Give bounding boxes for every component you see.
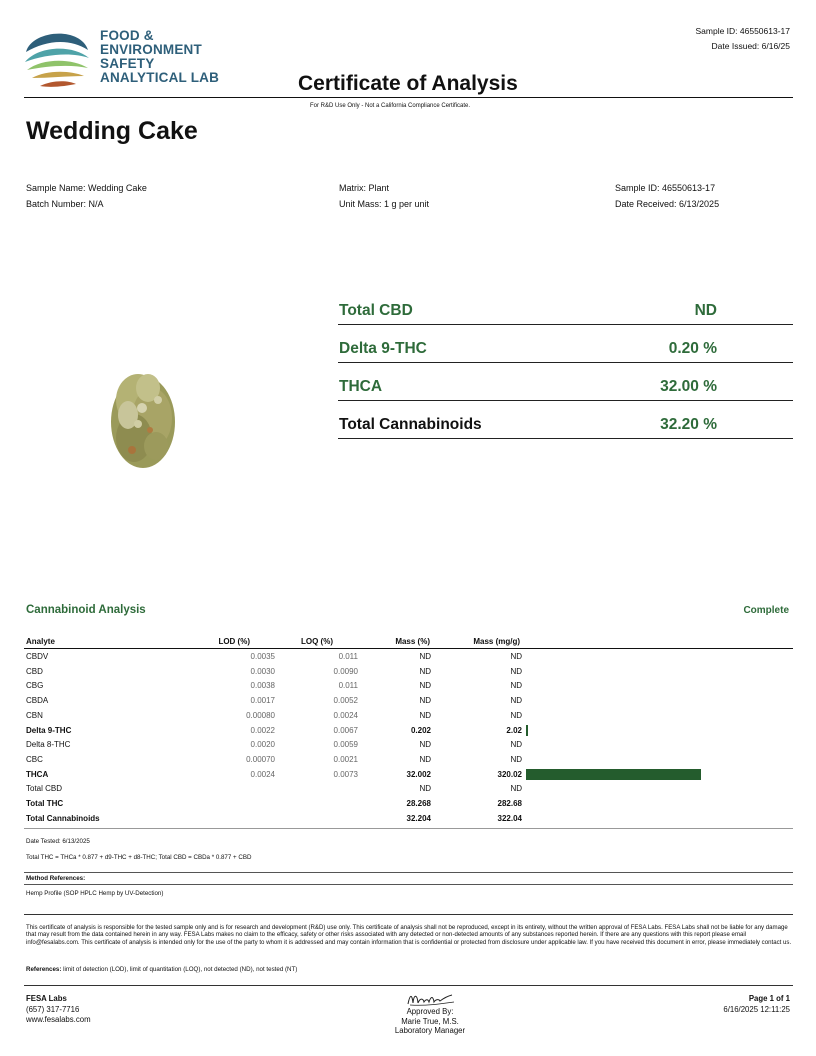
summary-row-total-cannabinoids (338, 411, 793, 439)
rd-use-note: For R&D Use Only - Not a California Compliance Certificate. (310, 103, 471, 109)
analyte-cell: CBC (26, 754, 43, 764)
approval-block (330, 1007, 530, 1036)
mass-mg-cell: ND (510, 710, 522, 720)
mass-mg-cell: 282.68 (497, 799, 522, 808)
mass-pct-cell: ND (419, 666, 431, 676)
references-line (26, 966, 297, 973)
product-title: Wedding Cake (26, 117, 198, 145)
table-bottom-divider (24, 828, 793, 829)
footer-company: FESA Labs (26, 994, 67, 1003)
mass-mg-cell: ND (510, 666, 522, 676)
mass-pct-cell: ND (419, 652, 431, 661)
approver-signature (396, 990, 466, 1008)
table-row (24, 650, 793, 665)
table-row (24, 694, 793, 709)
column-header-lod: LOD (%) (218, 637, 250, 646)
lod-cell: 0.0017 (250, 696, 275, 706)
summary-row-delta9-thc (338, 335, 793, 363)
mass-mg-cell: 322.04 (497, 813, 522, 823)
approver-title: Laboratory Manager (394, 1026, 466, 1035)
mass-mg-cell: ND (510, 784, 522, 794)
cannabis-bud-image (98, 360, 188, 472)
mass-mg-cell: ND (510, 754, 522, 764)
summary-label: Total Cannabinoids (339, 416, 482, 433)
total-formula: Total THC = THCa * 0.877 + d9-THC + d8-THC; Total CBD = CBDa * 0.877 + CBD (26, 854, 252, 861)
references-label: References: (26, 966, 62, 973)
mass-pct-cell: ND (419, 696, 431, 706)
summary-label: Total CBD (339, 302, 413, 319)
table-row (24, 812, 793, 827)
lod-cell: 0.0035 (250, 652, 275, 661)
table-row (24, 724, 793, 739)
method-references-title: Method References: (26, 875, 86, 882)
lod-cell: 0.00080 (246, 710, 275, 720)
summary-row-total-cbd (338, 297, 793, 325)
references-text: limit of detection (LOD), limit of quantitation (LOQ), not detected (ND), not tested (NT) (63, 966, 298, 973)
batch-number: Batch Number: N/A (26, 199, 104, 209)
analyte-cell: Total Cannabinoids (26, 813, 100, 823)
analyte-cell: Total THC (26, 799, 64, 808)
table-row (24, 782, 793, 797)
column-header-mass-mg: Mass (mg/g) (473, 637, 520, 646)
loq-cell: 0.011 (338, 652, 358, 661)
certificate-title: Certificate of Analysis (298, 72, 518, 95)
summary-label: THCA (339, 378, 383, 395)
summary-value: 32.00 % (660, 378, 717, 395)
footer-divider (24, 985, 793, 986)
logo-line-2: ENVIRONMENT (100, 42, 202, 57)
mass-pct-cell: 28.268 (406, 799, 431, 808)
header-date-issued: Date Issued: 6/16/25 (711, 41, 790, 51)
table-row (24, 797, 793, 812)
summary-value: ND (694, 302, 717, 319)
method-divider-top (24, 872, 793, 873)
mass-mg-cell: ND (510, 652, 522, 661)
disclaimer-divider (24, 914, 793, 915)
mass-pct-cell: 32.002 (406, 769, 431, 779)
column-header-analyte: Analyte (26, 637, 55, 646)
mass-pct-cell: ND (419, 754, 431, 764)
lod-cell: 0.0020 (250, 740, 275, 750)
mass-mg-cell: 320.02 (497, 769, 522, 779)
analyte-cell: THCA (26, 769, 49, 779)
loq-cell: 0.0052 (333, 696, 358, 706)
loq-cell: 0.0067 (333, 725, 358, 735)
lod-cell: 0.0030 (250, 666, 275, 676)
summary-value: 0.20 % (668, 340, 717, 357)
analyte-cell: Delta 9-THC (26, 725, 72, 735)
analysis-title: Cannabinoid Analysis (26, 604, 146, 616)
summary-value: 32.20 % (660, 416, 717, 433)
analyte-cell: CBG (26, 681, 44, 691)
mass-mg-cell: ND (510, 696, 522, 706)
column-header-loq: LOQ (%) (301, 637, 333, 646)
table-row (24, 679, 793, 694)
header-sample-id: Sample ID: 46550613-17 (695, 26, 790, 36)
sample-name: Sample Name: Wedding Cake (26, 183, 147, 193)
footer-phone: (657) 317-7716 (26, 1004, 80, 1014)
footer-website: www.fesalabs.com (26, 1015, 91, 1024)
logo-line-1: FOOD & (100, 28, 154, 43)
analyte-cell: CBD (26, 666, 43, 676)
mass-pct-cell: 32.204 (406, 813, 431, 823)
fesa-logo (22, 22, 237, 94)
loq-cell: 0.0090 (333, 666, 358, 676)
analyte-cell: CBDV (26, 652, 49, 661)
summary-label: Delta 9-THC (339, 340, 427, 357)
logo-line-4: ANALYTICAL LAB (100, 70, 220, 85)
loq-cell: 0.0021 (333, 754, 358, 764)
loq-cell: 0.0073 (333, 769, 358, 779)
table-row (24, 768, 793, 783)
approver-name: Marie True, M.S. (401, 1016, 459, 1026)
date-received: Date Received: 6/13/2025 (615, 199, 720, 209)
sample-id: Sample ID: 46550613-17 (615, 183, 716, 193)
matrix: Matrix: Plant (339, 183, 390, 193)
mass-pct-cell: ND (419, 740, 431, 750)
printed-timestamp: 6/16/2025 12:11:25 (723, 1004, 790, 1014)
table-row (24, 753, 793, 768)
mass-pct-cell: ND (419, 710, 431, 720)
mass-mg-cell: ND (510, 740, 522, 750)
lod-cell: 0.0024 (250, 769, 275, 779)
table-row (24, 709, 793, 724)
lod-cell: 0.0038 (250, 681, 275, 691)
unit-mass: Unit Mass: 1 g per unit (339, 199, 430, 209)
analyte-cell: CBN (26, 710, 43, 720)
mass-bar (526, 725, 528, 736)
status-badge: Complete (743, 605, 789, 616)
mass-mg-cell: ND (510, 681, 522, 691)
mass-bar (526, 769, 701, 780)
page-number: Page 1 of 1 (748, 994, 790, 1003)
disclaimer-text: This certificate of analysis is responsible for the tested sample only and is for research and development (R&D) use only. This certificate of analysis shall not be reproduced, except in its entirety, without the written approval of FESA Labs. FESA Labs shall not be liable for any damage that may result from the data contained herein in any way. FESA Labs makes no claim to the efficacy, safety or other risks associated with any detected or non-detected amounts of any substances reported herein. If there are any questions with this report please email info@fesalabs.com. This certificate of analysis is intended only for the use of the party to whom it is addressed and may contain information that is confidential or protected from disclosure under applicable law. If you have received this document in error, please immediately contact us. (26, 924, 792, 946)
column-header-mass-pct: Mass (%) (395, 637, 430, 646)
analyte-cell: CBDA (26, 696, 49, 706)
loq-cell: 0.011 (338, 681, 358, 691)
summary-row-thca (338, 373, 793, 401)
footer-company-block (26, 994, 91, 1026)
mass-pct-cell: ND (419, 784, 431, 794)
header-divider (24, 97, 793, 98)
loq-cell: 0.0059 (333, 740, 358, 750)
table-header-divider (24, 648, 793, 649)
lod-cell: 0.0022 (250, 725, 275, 735)
analyte-cell: Total CBD (26, 784, 63, 794)
analyte-cell: Delta 8-THC (26, 740, 71, 750)
date-tested: Date Tested: 6/13/2025 (26, 838, 90, 845)
method-reference: Hemp Profile (SOP HPLC Hemp by UV-Detection) (26, 890, 164, 897)
method-divider (24, 884, 793, 885)
mass-mg-cell: 2.02 (506, 725, 522, 735)
footer-page-block (723, 994, 790, 1015)
table-row (24, 665, 793, 680)
lod-cell: 0.00070 (246, 754, 275, 764)
mass-pct-cell: ND (419, 681, 431, 691)
mass-pct-cell: 0.202 (410, 725, 431, 735)
table-row (24, 738, 793, 753)
logo-line-3: SAFETY (100, 56, 155, 71)
fesa-wave-logo-icon (22, 22, 92, 94)
loq-cell: 0.0024 (333, 710, 358, 720)
approved-by-label: Approved By: (406, 1007, 454, 1016)
